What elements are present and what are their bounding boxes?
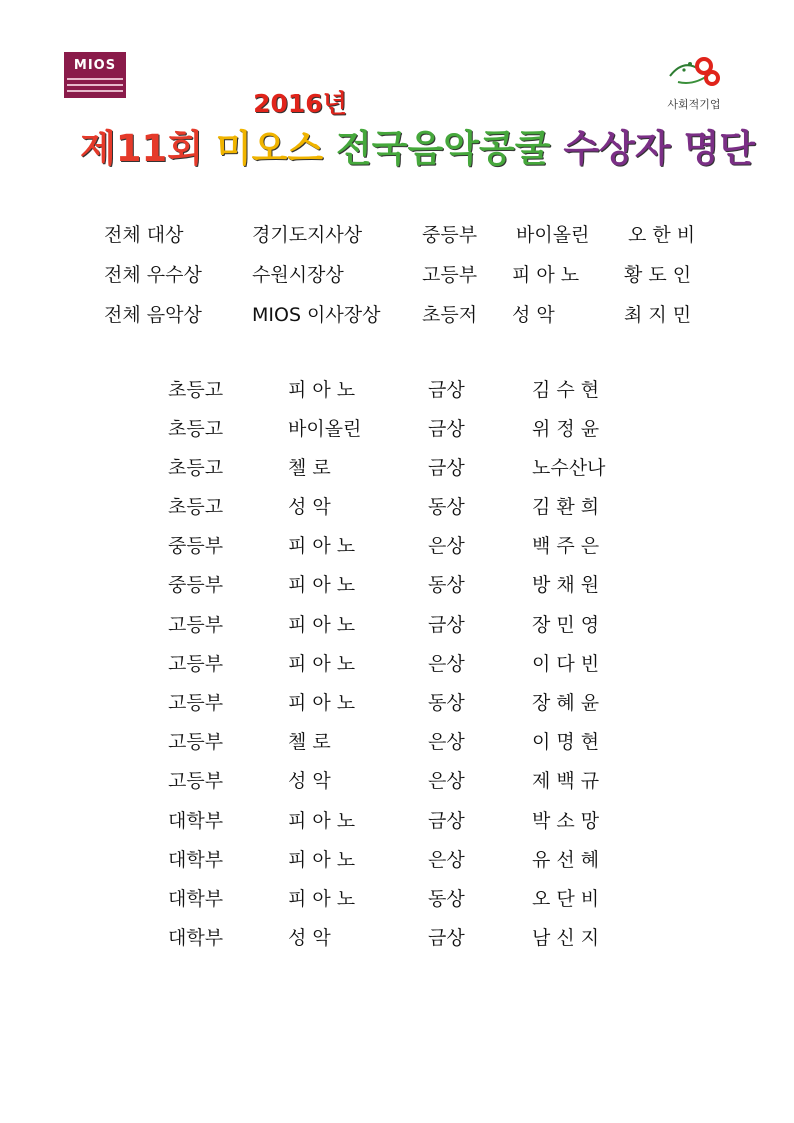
prize: 금상 [428,418,465,440]
award-division: 고등부 [422,264,478,286]
winner-row [0,610,794,640]
winner-row [0,570,794,600]
division: 중등부 [168,574,224,596]
winner-row [0,492,794,522]
prize: 금상 [428,810,465,832]
prize: 은상 [428,731,465,753]
logo-line [67,84,123,86]
award-division: 중등부 [422,224,478,246]
division: 고등부 [168,770,224,792]
division: 고등부 [168,731,224,753]
winner-row [0,531,794,561]
logo-line [67,78,123,80]
winner-row [0,766,794,796]
division: 초등고 [168,418,224,440]
instrument: 피 아 노 [288,614,356,636]
division: 대학부 [168,888,224,910]
winner-row [0,649,794,679]
winner-name: 방 채 원 [532,574,600,596]
division: 고등부 [168,692,224,714]
instrument: 첼 로 [288,731,331,753]
winner-row [0,845,794,875]
prize: 금상 [428,379,465,401]
winner-name: 김 수 현 [532,379,600,401]
winner-name: 오 단 비 [532,888,600,910]
instrument: 성 악 [288,496,331,518]
mios-logo-text: MIOS [73,58,117,73]
prize: 금상 [428,927,465,949]
winner-name: 이 명 현 [532,731,600,753]
award-division: 초등저 [422,304,478,326]
award-title: 수원시장상 [252,264,344,286]
division: 대학부 [168,810,224,832]
award-instrument: 바이올린 [516,224,590,246]
grand-award-row [0,260,794,290]
winner-name: 백 주 은 [532,535,600,557]
instrument: 피 아 노 [288,574,356,596]
division: 대학부 [168,927,224,949]
instrument: 성 악 [288,770,331,792]
winner-name: 위 정 윤 [532,418,600,440]
grand-award-row [0,220,794,250]
winner-row [0,375,794,405]
winner-name: 남 신 지 [532,927,600,949]
winner-name: 제 백 규 [532,770,600,792]
division: 대학부 [168,849,224,871]
award-category: 전체 우수상 [104,264,202,286]
prize: 은상 [428,535,465,557]
division: 고등부 [168,653,224,675]
award-category: 전체 대상 [104,224,184,246]
instrument: 피 아 노 [288,692,356,714]
winner-name: 박 소 망 [532,810,600,832]
instrument: 피 아 노 [288,653,356,675]
award-instrument: 성 악 [512,304,555,326]
page-title [80,118,755,172]
award-title: 경기도지사상 [252,224,363,246]
winner-row [0,884,794,914]
award-title: MIOS 이사장상 [252,304,381,326]
title-part: 미오스 [215,127,324,170]
instrument: 피 아 노 [288,888,356,910]
winner-name: 이 다 빈 [532,653,600,675]
division: 초등고 [168,457,224,479]
instrument: 피 아 노 [288,535,356,557]
social-enterprise-logo [648,52,740,114]
winner-name: 장 혜 윤 [532,692,600,714]
prize: 은상 [428,770,465,792]
award-winner-name: 최 지 민 [624,304,692,326]
title-part: 전국음악콩쿨 [336,127,551,170]
instrument: 피 아 노 [288,849,356,871]
instrument: 첼 로 [288,457,331,479]
title-part: 제11회 [80,127,203,170]
instrument: 피 아 노 [288,810,356,832]
winner-name: 장 민 영 [532,614,600,636]
winner-row [0,414,794,444]
year-heading: 2016년 [253,89,347,118]
prize: 동상 [428,888,465,910]
prize: 동상 [428,574,465,596]
winner-row [0,688,794,718]
award-category: 전체 음악상 [104,304,202,326]
prize: 은상 [428,849,465,871]
social-enterprise-label: 사회적기업 [667,98,721,111]
winner-row [0,806,794,836]
instrument: 바이올린 [288,418,362,440]
prize: 금상 [428,457,465,479]
winner-row [0,453,794,483]
prize: 금상 [428,614,465,636]
mios-logo [64,52,126,98]
division: 초등고 [168,496,224,518]
prize: 동상 [428,496,465,518]
instrument: 성 악 [288,927,331,949]
award-winner-name: 오 한 비 [628,224,696,246]
title-part: 수상자 명단 [563,127,755,170]
winner-row [0,923,794,953]
prize: 동상 [428,692,465,714]
logo-line [67,90,123,92]
winner-name: 노수산나 [532,457,606,479]
social-enterprise-emblem-icon [660,52,728,92]
division: 고등부 [168,614,224,636]
division: 초등고 [168,379,224,401]
grand-award-row [0,300,794,330]
winner-row [0,727,794,757]
division: 중등부 [168,535,224,557]
winner-name: 유 선 혜 [532,849,600,871]
award-instrument: 피 아 노 [512,264,580,286]
award-winner-name: 황 도 인 [624,264,692,286]
winner-name: 김 환 희 [532,496,600,518]
instrument: 피 아 노 [288,379,356,401]
prize: 은상 [428,653,465,675]
